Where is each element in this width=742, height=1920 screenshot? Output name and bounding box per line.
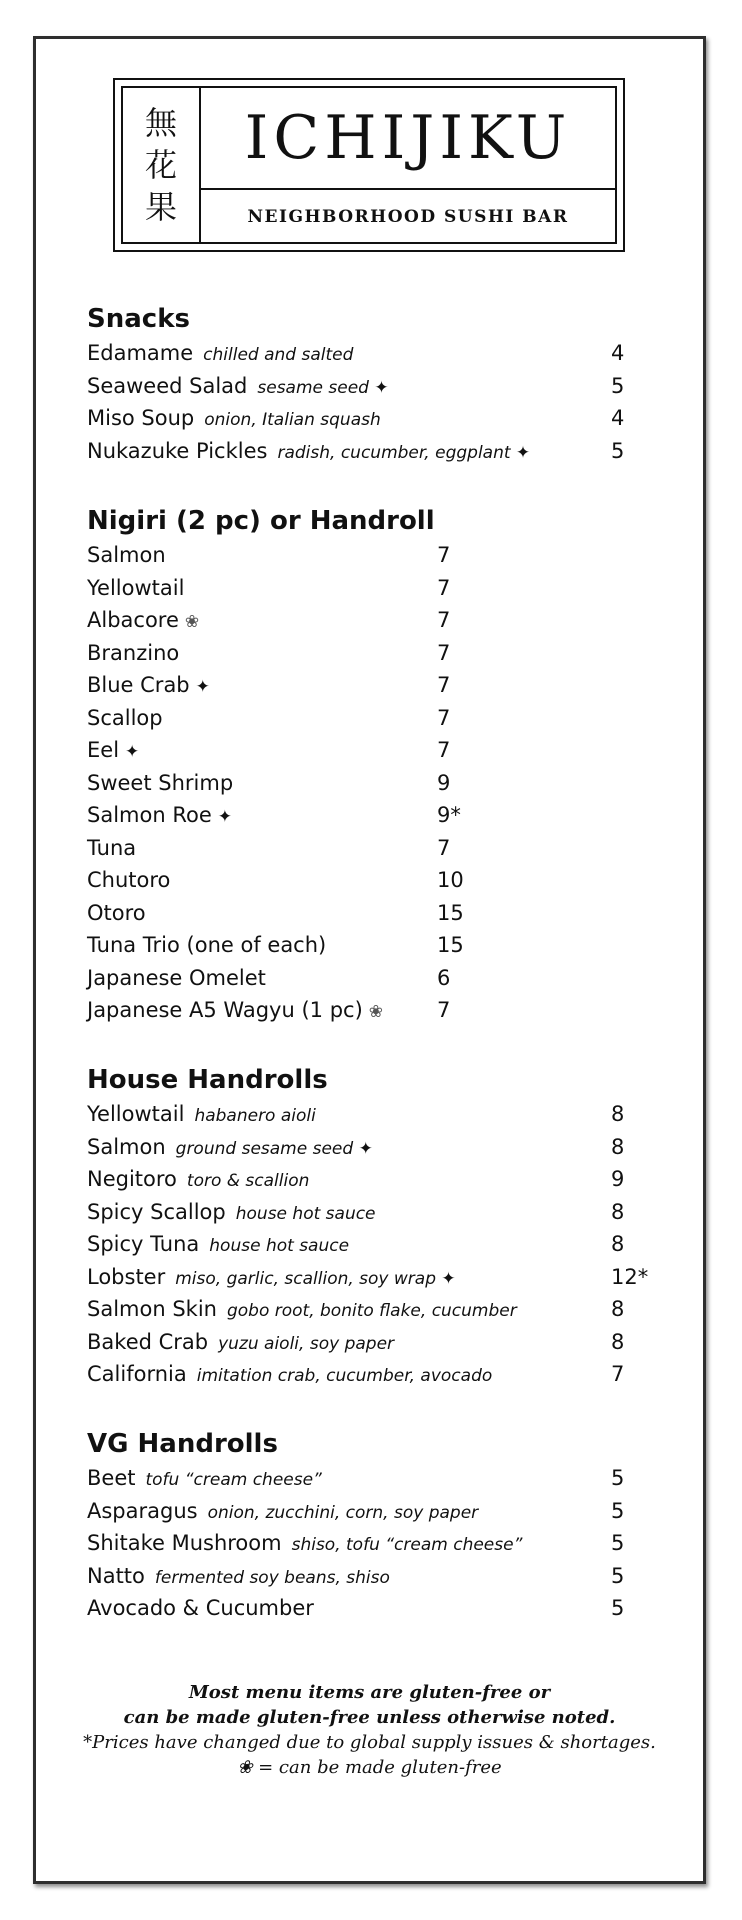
menu-item-price: 9 [437, 770, 451, 795]
menu-item-description: radish, cucumber, eggplant ✦ [277, 442, 531, 463]
menu-item-price: 7 [437, 738, 451, 762]
menu-item [87, 994, 647, 1027]
menu-item [87, 1098, 657, 1131]
menu-item-price: 8 [611, 1297, 625, 1321]
menu-item [87, 1358, 657, 1391]
logo-kanji-char: 花 [144, 146, 177, 184]
menu-item-description: chilled and salted [203, 345, 354, 365]
menu-item [87, 1163, 657, 1196]
menu-item-name: Edamame [87, 341, 194, 365]
menu-item [87, 370, 647, 403]
menu-item-name: Salmon Roe [87, 803, 212, 827]
menu-item [87, 539, 647, 572]
menu-item [87, 897, 647, 930]
menu-item-name: Shitake Mushroom [87, 1531, 282, 1555]
gluten-free-legend: ❀ = can be made gluten-free [237, 1757, 502, 1778]
menu-item-price: 8 [611, 1102, 625, 1126]
menu-item [87, 572, 647, 605]
menu-item-price: 7 [437, 998, 451, 1022]
menu-item-name: Blue Crab [87, 673, 190, 697]
menu-item-name: Scallop [87, 705, 163, 730]
menu-item-description: yuzu aioli, soy paper [218, 1333, 395, 1354]
menu-item [87, 864, 647, 897]
menu-item-name: Seaweed Salad [87, 373, 248, 398]
menu-item-name: Natto [87, 1563, 145, 1588]
menu-item-price: 6 [437, 965, 451, 990]
section-nigiri [87, 503, 647, 1027]
menu-item-name: Salmon [87, 1134, 166, 1159]
menu-item-name: Japanese Omelet [87, 965, 266, 990]
menu-item-name: Salmon Skin [87, 1297, 217, 1321]
section-title: House Handrolls [87, 1065, 328, 1095]
menu-item-name: Spicy Scallop [87, 1199, 226, 1224]
menu-item-description: habanero aioli [194, 1106, 316, 1126]
gluten-free-note-line2: can be made gluten-free unless otherwise noted. [123, 1707, 616, 1728]
menu-item-price: 5 [611, 373, 625, 398]
menu-item-description: shiso, tofu “cream cheese” [291, 1535, 523, 1555]
star-icon: ✦ [195, 677, 210, 697]
menu-item [87, 1527, 647, 1560]
menu-item-name: Yellowtail [87, 575, 185, 600]
menu-item-price: 10 [437, 868, 464, 892]
menu-item-list [87, 1098, 657, 1391]
menu-item [87, 1196, 657, 1229]
menu-item [87, 1326, 657, 1359]
menu-item-description: fermented soy beans, shiso [154, 1567, 390, 1588]
menu-item-name: Miso Soup [87, 406, 195, 430]
menu-item-price: 9 [611, 1167, 625, 1191]
menu-item-description: tofu “cream cheese” [145, 1470, 322, 1490]
menu-item-price: 4 [611, 341, 625, 365]
menu-item-name: Tuna Trio (one of each) [87, 933, 327, 957]
section-snacks [87, 301, 647, 467]
menu-item-description: toro & scallion [186, 1171, 310, 1191]
menu-item-description: miso, garlic, scallion, soy wrap ✦ [175, 1268, 456, 1289]
menu-item [87, 702, 647, 735]
menu-item-price: 12* [611, 1264, 649, 1289]
menu-item [87, 767, 647, 800]
menu-item-name: Negitoro [87, 1167, 177, 1191]
menu-item [87, 1462, 647, 1495]
menu-item [87, 669, 647, 702]
menu-item-price: 9* [437, 803, 461, 827]
menu-item-name: Sweet Shrimp [87, 770, 234, 795]
menu-item-price: 7 [437, 608, 451, 632]
section-title: Nigiri (2 pc) or Handroll [87, 506, 435, 536]
logo [113, 78, 625, 252]
menu-item-name: Chutoro [87, 868, 171, 892]
menu-item [87, 1261, 657, 1294]
gluten-free-note-line1: Most menu items are gluten-free or [188, 1682, 551, 1703]
menu-item-price: 7 [437, 640, 451, 665]
menu-item-price: 7 [437, 835, 451, 860]
restaurant-name: ICHIJIKU [244, 103, 572, 173]
menu-item-list [87, 539, 647, 1027]
menu-item-name: Eel [87, 738, 120, 762]
menu-item [87, 929, 647, 962]
menu-item-name: California [87, 1362, 187, 1386]
menu-item-name: Yellowtail [87, 1102, 185, 1126]
menu-item [87, 435, 647, 468]
price-change-note: *Prices have changed due to global supply issues & shortages. [83, 1732, 656, 1753]
menu-item-name: Japanese A5 Wagyu (1 pc) [87, 998, 363, 1022]
menu-item-name: Avocado & Cucumber [87, 1596, 314, 1620]
menu-item-price: 5 [611, 1498, 625, 1523]
menu-item-price: 7 [437, 705, 451, 730]
menu-item-price: 15 [437, 933, 464, 957]
menu-item-name: Lobster [87, 1264, 166, 1289]
menu-item [87, 832, 647, 865]
menu-item [87, 604, 647, 637]
section-title: Snacks [87, 304, 190, 334]
menu-item-name: Otoro [87, 900, 146, 925]
restaurant-tagline: NEIGHBORHOOD SUSHI BAR [247, 206, 569, 227]
menu-item-price: 5 [611, 1563, 625, 1588]
menu-item-price: 8 [611, 1232, 625, 1256]
menu-item-price: 7 [611, 1362, 625, 1386]
menu-item-description: ground sesame seed ✦ [175, 1138, 373, 1159]
menu-item-price: 8 [611, 1134, 625, 1159]
menu-item-description: imitation crab, cucumber, avocado [196, 1366, 493, 1386]
logo-divider [201, 188, 615, 190]
menu-item-name: Salmon [87, 543, 166, 567]
menu-item-price: 7 [437, 543, 451, 567]
logo-kanji-char: 果 [144, 188, 177, 226]
menu-item [87, 1495, 647, 1528]
menu-item-price: 7 [437, 673, 451, 697]
menu-item-name: Tuna [87, 835, 137, 860]
menu-item [87, 799, 647, 832]
gluten-free-icon: ❀ [368, 1002, 384, 1022]
section-title: VG Handrolls [87, 1429, 278, 1459]
menu-item-price: 8 [611, 1329, 625, 1354]
menu-item-description: house hot sauce [235, 1203, 376, 1224]
logo-inner-border [121, 86, 617, 244]
menu-item [87, 1592, 647, 1625]
menu-item [87, 337, 647, 370]
menu-item-name: Albacore [87, 608, 179, 632]
gluten-free-icon: ❀ [184, 612, 200, 632]
menu-item-list [87, 337, 647, 467]
menu-item [87, 1293, 657, 1326]
menu-item [87, 402, 647, 435]
menu-item-name: Baked Crab [87, 1329, 209, 1354]
menu-footnotes [33, 1680, 706, 1780]
menu-item-description: onion, Italian squash [204, 410, 381, 430]
menu-item-price: 5 [611, 1531, 625, 1555]
menu-item-price: 4 [611, 406, 625, 430]
menu-item [87, 734, 647, 767]
menu-item-price: 5 [611, 1466, 625, 1490]
menu-item-description: house hot sauce [209, 1236, 350, 1256]
menu-item-name: Branzino [87, 640, 180, 665]
menu-item-list [87, 1462, 647, 1625]
logo-kanji-char: 無 [144, 104, 177, 142]
menu-item [87, 1560, 647, 1593]
menu-item [87, 637, 647, 670]
menu-item-description: sesame seed ✦ [257, 377, 389, 398]
menu-item-name: Nukazuke Pickles [87, 438, 268, 463]
section-vg-handrolls [87, 1426, 647, 1625]
menu-item-name: Spicy Tuna [87, 1232, 200, 1256]
menu-item-description: gobo root, bonito flake, cucumber [226, 1301, 517, 1321]
menu-item-price: 15 [437, 900, 464, 925]
menu-item-price: 8 [611, 1199, 625, 1224]
star-icon: ✦ [217, 807, 232, 827]
menu-item-description: onion, zucchini, corn, soy paper [207, 1502, 479, 1523]
star-icon: ✦ [125, 742, 140, 762]
menu-item [87, 962, 647, 995]
section-house-handrolls [87, 1062, 657, 1391]
menu-item-name: Asparagus [87, 1498, 198, 1523]
menu-item-name: Beet [87, 1466, 136, 1490]
menu-item-price: 5 [611, 438, 625, 463]
menu-item [87, 1131, 657, 1164]
menu-item-price: 5 [611, 1596, 625, 1620]
menu-item-price: 7 [437, 575, 451, 600]
logo-kanji [123, 88, 201, 242]
menu-item [87, 1228, 657, 1261]
